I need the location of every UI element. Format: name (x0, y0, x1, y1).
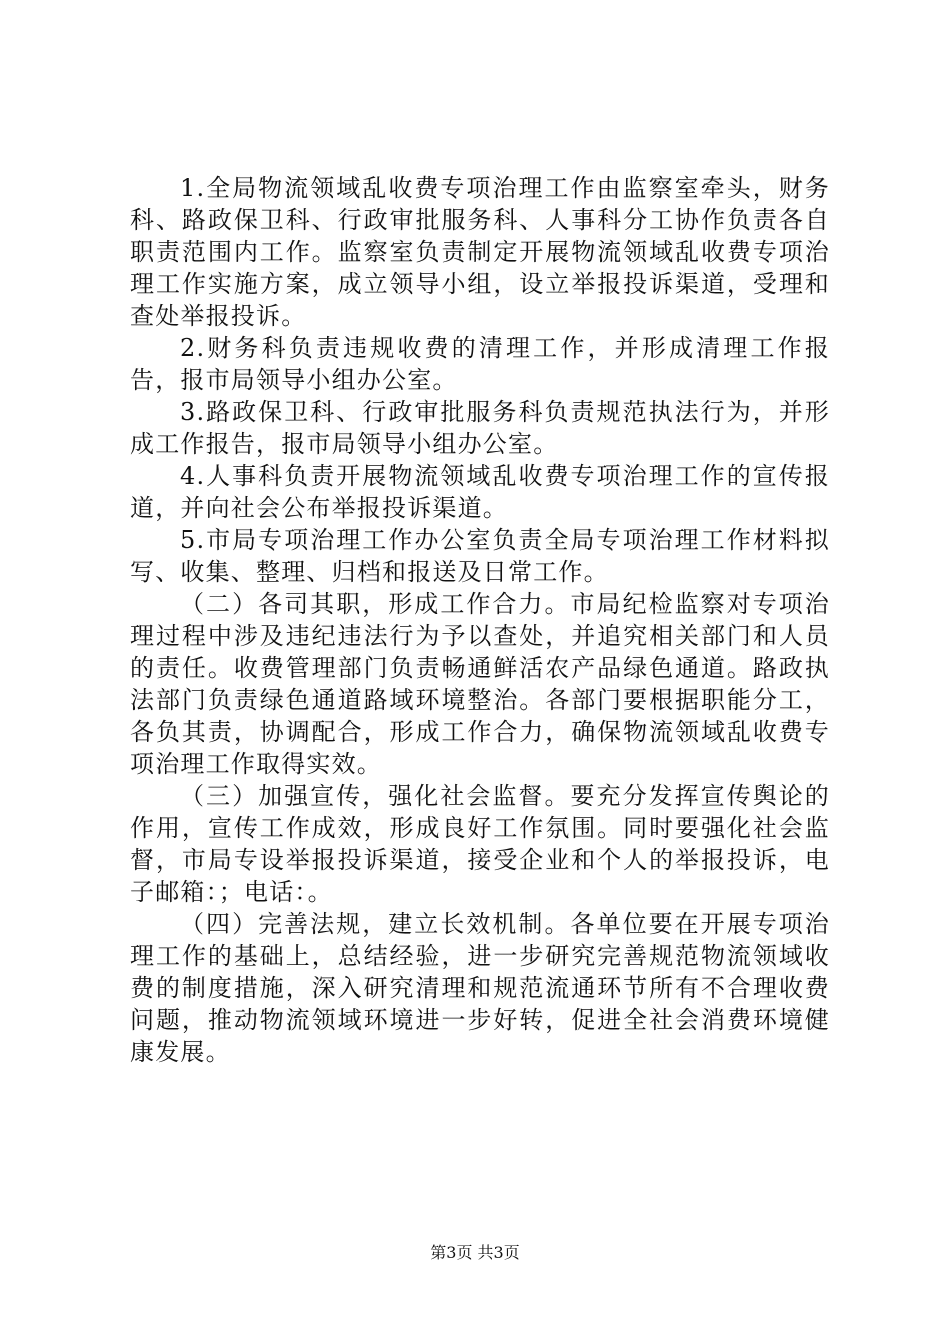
section-3-paragraph: （三）加强宣传，强化社会监督。要充分发挥宣传舆论的作用，宣传工作成效，形成良好工作氛围。同时要强化社会监督，市局专设举报投诉渠道，接受企业和个人的举报投诉，电子邮箱：；电话：。 (130, 782, 830, 906)
section-2-paragraph: （二）各司其职，形成工作合力。市局纪检监察对专项治理过程中涉及违纪违法行为予以查处，并追究相关部门和人员的责任。收费管理部门负责畅通鲜活农产品绿色通道。路政执法部门负责绿色通道路域环境整治。各部门要根据职能分工，各负其责，协调配合，形成工作合力，确保物流领域乱收费专项治理工作取得实效。 (130, 590, 830, 778)
document-body (130, 172, 830, 1068)
section-4-paragraph: （四）完善法规，建立长效机制。各单位要在开展专项治理工作的基础上，总结经验，进一步研究完善规范物流领域收费的制度措施，深入研究清理和规范流通环节所有不合理收费问题，推动物流领域环境进一步好转，促进全社会消费环境健康发展。 (130, 910, 830, 1066)
paragraph-item-1: 1.全局物流领域乱收费专项治理工作由监察室牵头，财务科、路政保卫科、行政审批服务科、人事科分工协作负责各自职责范围内工作。监察室负责制定开展物流领域乱收费专项治理工作实施方案，成立领导小组，设立举报投诉渠道，受理和查处举报投诉。 (130, 174, 830, 330)
paragraph-item-2: 2.财务科负责违规收费的清理工作，并形成清理工作报告，报市局领导小组办公室。 (130, 334, 830, 394)
page-footer (0, 1243, 950, 1263)
paragraph-item-3: 3.路政保卫科、行政审批服务科负责规范执法行为，并形成工作报告，报市局领导小组办公室。 (130, 398, 830, 458)
paragraph-item-5: 5.市局专项治理工作办公室负责全局专项治理工作材料拟写、收集、整理、归档和报送及日常工作。 (130, 526, 830, 586)
page-number: 第3页 共3页 (430, 1243, 520, 1262)
paragraph-item-4: 4.人事科负责开展物流领域乱收费专项治理工作的宣传报道，并向社会公布举报投诉渠道。 (130, 462, 830, 522)
